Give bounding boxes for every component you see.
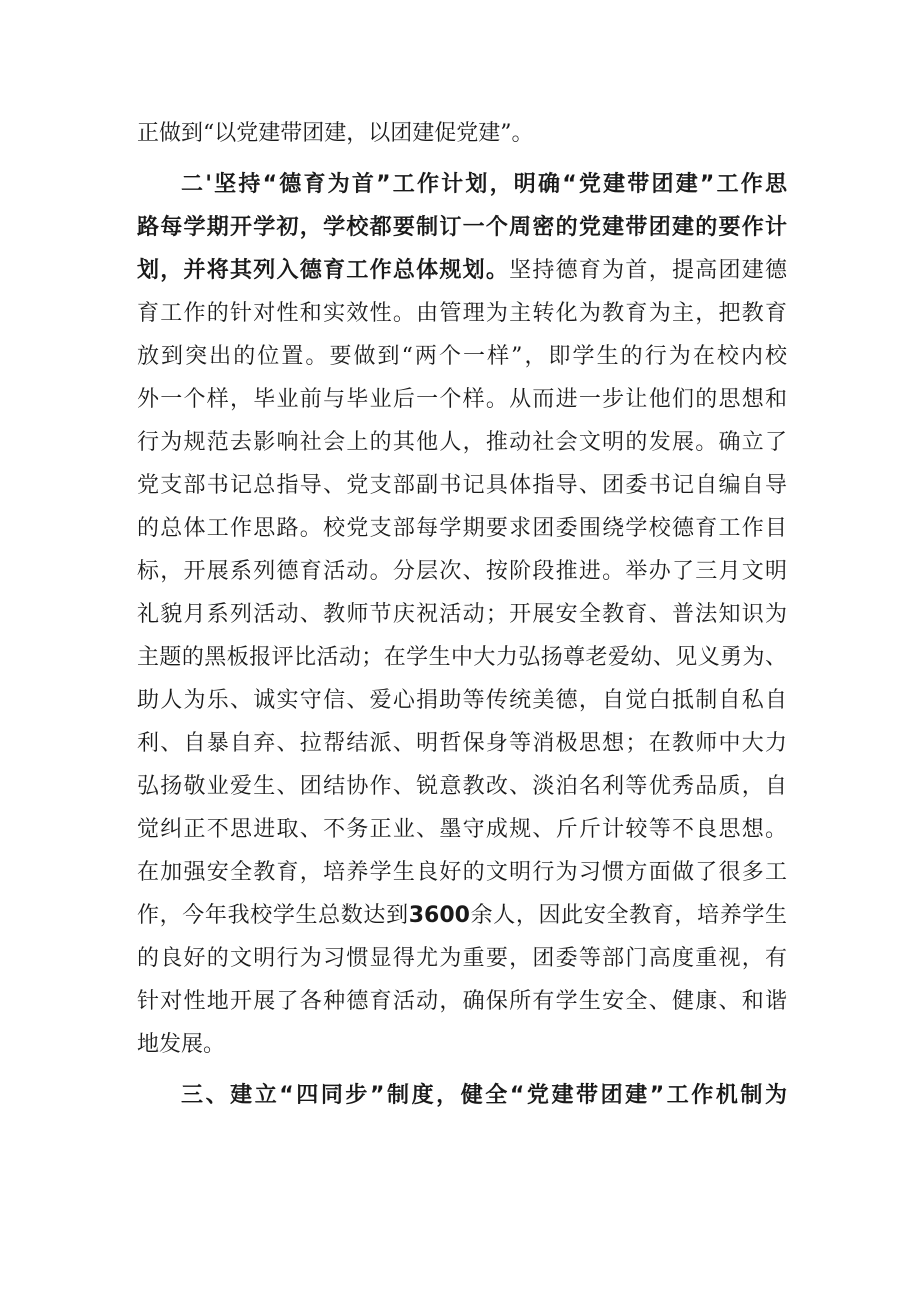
paragraph-2-line-12: 主题的黑板报评比活动；在学生中大力弘扬尊老爱幼、见义勇为、 <box>137 645 787 670</box>
paragraph-2-line-5: 放到突出的位置。要做到“两个一样”，即学生的行为在校内校 <box>137 344 787 369</box>
paragraph-2-line-11: 礼貌月系列活动、教师节庆祝活动；开展安全教育、普法知识为 <box>137 602 787 627</box>
paragraph-2-line-6: 外一个样，毕业前与毕业后一个样。从而进一步让他们的思想和 <box>137 387 787 412</box>
paragraph-2-line-9: 的总体工作思路。校党支部每学期要求团委围绕学校德育工作目 <box>137 516 787 541</box>
paragraph-2-line-16: 觉纠正不思进取、不务正业、墨守成规、斤斤计较等不良思想。 <box>137 817 787 842</box>
paragraph-2-line-13: 助人为乐、诚实守信、爱心捐助等传统美德，自觉白抵制自私自 <box>137 688 787 713</box>
paragraph-2-line-8: 党支部书记总指导、党支部副书记具体指导、团委书记自编自导 <box>137 473 787 498</box>
heading-2-line-1: 二'坚持“德育为首”工作计划，明确“党建带团建”工作思 <box>181 172 787 197</box>
heading-3: 三、建立“四同步”制度，健全“党建带团建”工作机制为 <box>181 1083 787 1108</box>
student-count: 3600 <box>408 903 470 928</box>
paragraph-2-line-10: 标，开展系列德育活动。分层次、按阶段推进。举办了三月文明 <box>137 559 787 584</box>
heading-2-line-3: 划，并将其列入德育工作总体规划。 <box>137 258 510 283</box>
paragraph-2-line-3-text: 坚持德育为首，提高团建德 <box>509 258 787 283</box>
paragraph-2-line-18-a: 作，今年我校学生总数达到 <box>137 903 409 928</box>
paragraph-2-line-7: 行为规范去影响社会上的其他人，推动社会文明的发展。确立了 <box>137 430 787 455</box>
paragraph-2-line-21: 地发展。 <box>137 1032 226 1057</box>
paragraph-2-line-18 <box>137 896 787 936</box>
paragraph-2-line-3 <box>137 251 787 291</box>
paragraph-2-line-4: 育工作的针对性和实效性。由管理为主转化为教育为主，把教育 <box>137 301 787 326</box>
paragraph-2-line-18-b: 余人，因此安全教育，培养学生 <box>469 903 787 928</box>
paragraph-line-1: 正做到“以党建带团建，以团建促党建”。 <box>137 121 534 146</box>
paragraph-2-line-14: 利、自暴自弃、拉帮结派、明哲保身等消极思想；在教师中大力 <box>137 731 787 756</box>
paragraph-2-line-20: 针对性地开展了各种德育活动，确保所有学生安全、健康、和谐 <box>137 989 787 1014</box>
paragraph-2-line-15: 弘扬敬业爱生、团结协作、锐意教改、淡泊名利等优秀品质，自 <box>137 774 787 799</box>
heading-2-line-2: 路每学期开学初，学校都要制订一个周密的党建带团建的要作计 <box>137 215 787 240</box>
paragraph-2-line-19: 的良好的文明行为习惯显得尤为重要，团委等部门高度重视，有 <box>137 946 787 971</box>
paragraph-2-line-17: 在加强安全教育，培养学生良好的文明行为习惯方面做了很多工 <box>137 860 787 885</box>
